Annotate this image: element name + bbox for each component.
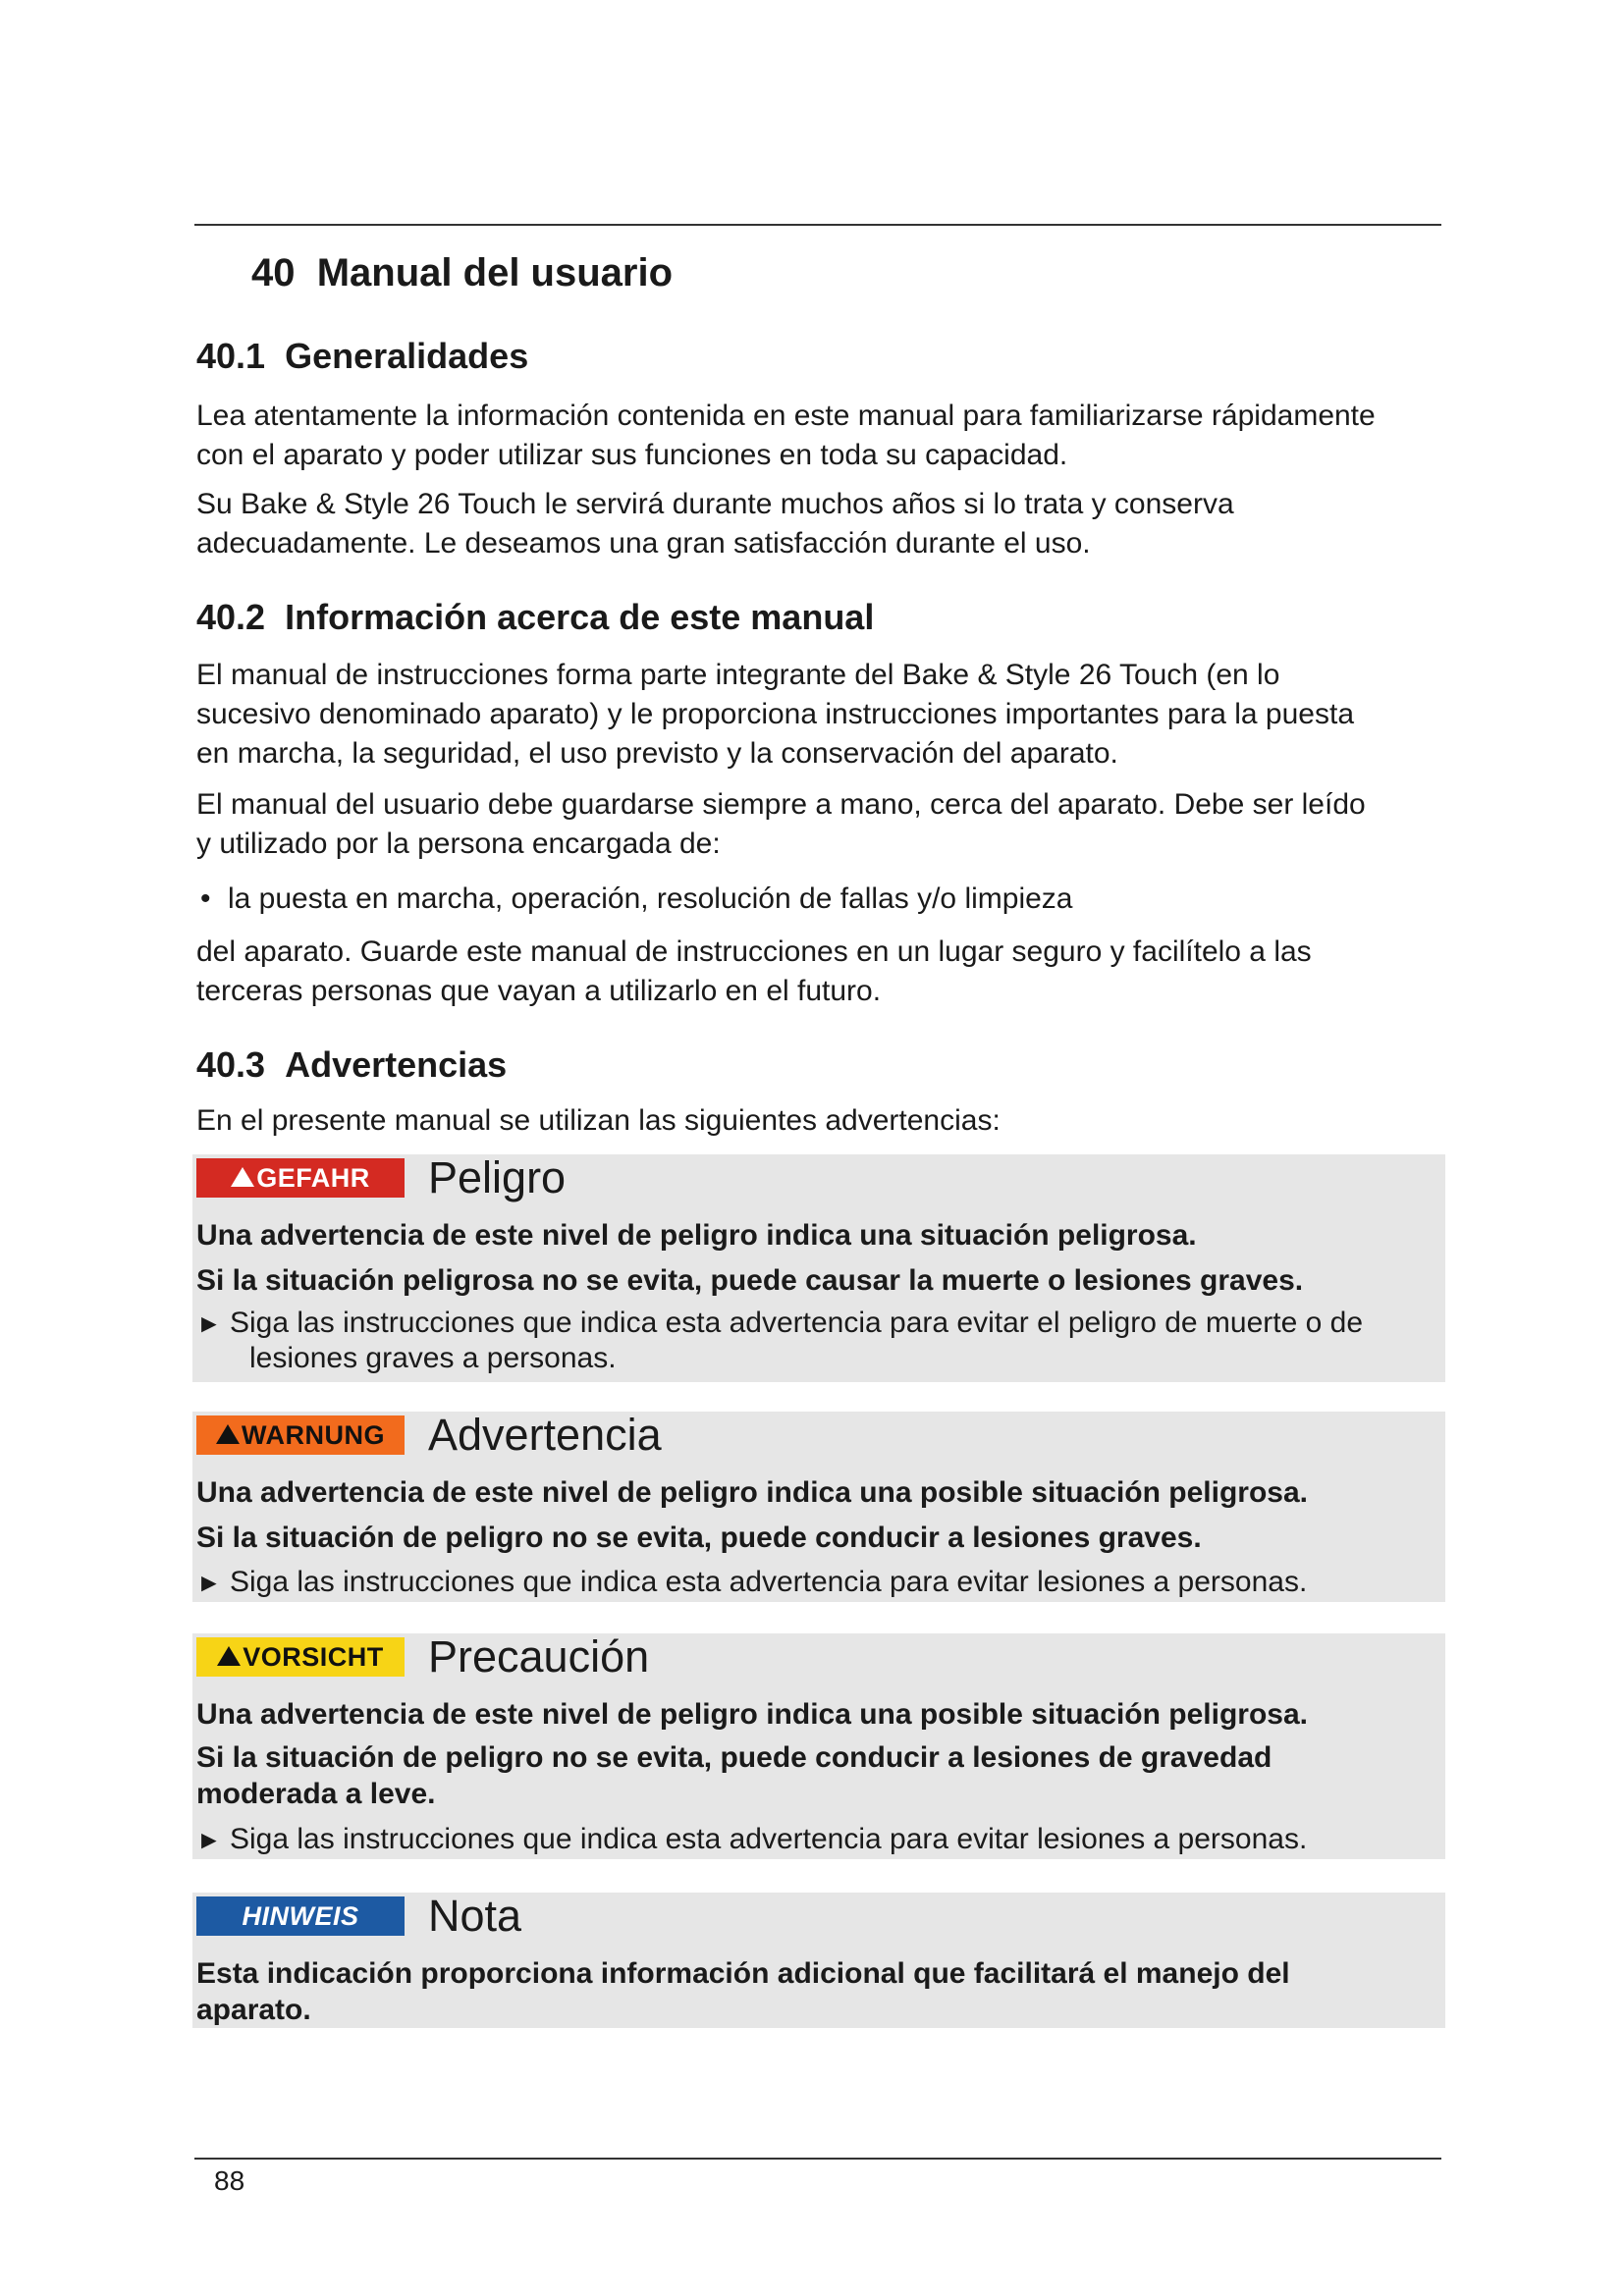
warning-triangle-icon: [216, 1424, 240, 1444]
notice-title: Nota: [428, 1891, 522, 1941]
generalidades-paragraph-1: Lea atentamente la información contenida en este manual para familiarizarse rápidamente con el aparato y poder utilizar sus funciones en toda su capacidad.: [196, 400, 1376, 471]
danger-line-1: Una advertencia de este nivel de peligro indica una situación peligrosa.: [196, 1219, 1197, 1252]
header-rule: [194, 224, 1441, 226]
footer-rule: [194, 2158, 1441, 2160]
chapter-title: Manual del usuario: [316, 251, 674, 294]
warning-box: [192, 1412, 1445, 1602]
warning-badge: WARNUNG: [196, 1415, 405, 1455]
danger-title: Peligro: [428, 1152, 567, 1202]
notice-badge: HINWEIS: [196, 1896, 405, 1936]
danger-line-2: Si la situación peligrosa no se evita, puede causar la muerte o lesiones graves.: [196, 1264, 1304, 1297]
danger-badge: GEFAHR: [196, 1158, 405, 1198]
informacion-paragraph-1: El manual de instrucciones forma parte integrante del Bake & Style 26 Touch (en lo sucesivo denominado aparato) y le proporciona instrucciones importantes para la puesta en marcha, la seguridad, el uso previsto y la conservación del aparato.: [196, 659, 1355, 770]
caution-line-2: Si la situación de peligro no se evita, puede conducir a lesiones de gravedad moderada a leve.: [196, 1741, 1272, 1810]
caution-line-1: Una advertencia de este nivel de peligro indica una posible situación peligrosa.: [196, 1698, 1308, 1731]
caution-instruction: ► Siga las instrucciones que indica esta advertencia para evitar lesiones a personas.: [196, 1823, 1308, 1855]
arrow-icon: ►: [196, 1308, 222, 1338]
warning-line-2: Si la situación de peligro no se evita, puede conducir a lesiones graves.: [196, 1522, 1202, 1554]
arrow-icon: ►: [196, 1825, 222, 1854]
bullet-icon: •: [200, 882, 211, 915]
warning-title: Advertencia: [428, 1410, 662, 1460]
section-heading-generalidades: 40.1 Generalidades: [196, 336, 529, 376]
section-heading-informacion: 40.2 Información acerca de este manual: [196, 597, 875, 637]
warning-triangle-icon: [231, 1167, 254, 1187]
chapter-heading: [251, 251, 673, 295]
chapter-number: 40: [251, 251, 296, 294]
informacion-paragraph-3: del aparato. Guarde este manual de instrucciones en un lugar seguro y facilítelo a las terceras personas que vayan a utilizarlo en el futuro.: [196, 935, 1312, 1007]
section-heading-advertencias: 40.3 Advertencias: [196, 1044, 508, 1085]
generalidades-paragraph-2: Su Bake & Style 26 Touch le servirá durante muchos años si lo trata y conserva adecuadamente. Le deseamos una gran satisfacción durante el uso.: [196, 488, 1234, 560]
list-item: • la puesta en marcha, operación, resolución de fallas y/o limpieza: [200, 880, 1072, 919]
notice-box: [192, 1893, 1445, 2028]
caution-title: Precaución: [428, 1631, 650, 1682]
warning-line-1: Una advertencia de este nivel de peligro indica una posible situación peligrosa.: [196, 1476, 1308, 1509]
caution-badge: VORSICHT: [196, 1637, 405, 1677]
informacion-paragraph-2: El manual del usuario debe guardarse siempre a mano, cerca del aparato. Debe ser leído y utilizado por la persona encargada de:: [196, 788, 1366, 860]
warning-instruction: ► Siga las instrucciones que indica esta advertencia para evitar lesiones a personas.: [196, 1566, 1308, 1598]
warning-triangle-icon: [217, 1646, 241, 1666]
danger-instruction: ► Siga las instrucciones que indica esta advertencia para evitar el peligro de muerte o de lesiones graves a personas.: [196, 1307, 1364, 1374]
danger-warning-box: [192, 1154, 1445, 1382]
notice-text: Esta indicación proporciona información adicional que facilitará el manejo del aparato.: [196, 1957, 1290, 2026]
arrow-icon: ►: [196, 1568, 222, 1597]
page-number: 88: [214, 2165, 245, 2196]
caution-box: [192, 1633, 1445, 1859]
advertencias-intro: En el presente manual se utilizan las siguientes advertencias:: [196, 1104, 1001, 1137]
